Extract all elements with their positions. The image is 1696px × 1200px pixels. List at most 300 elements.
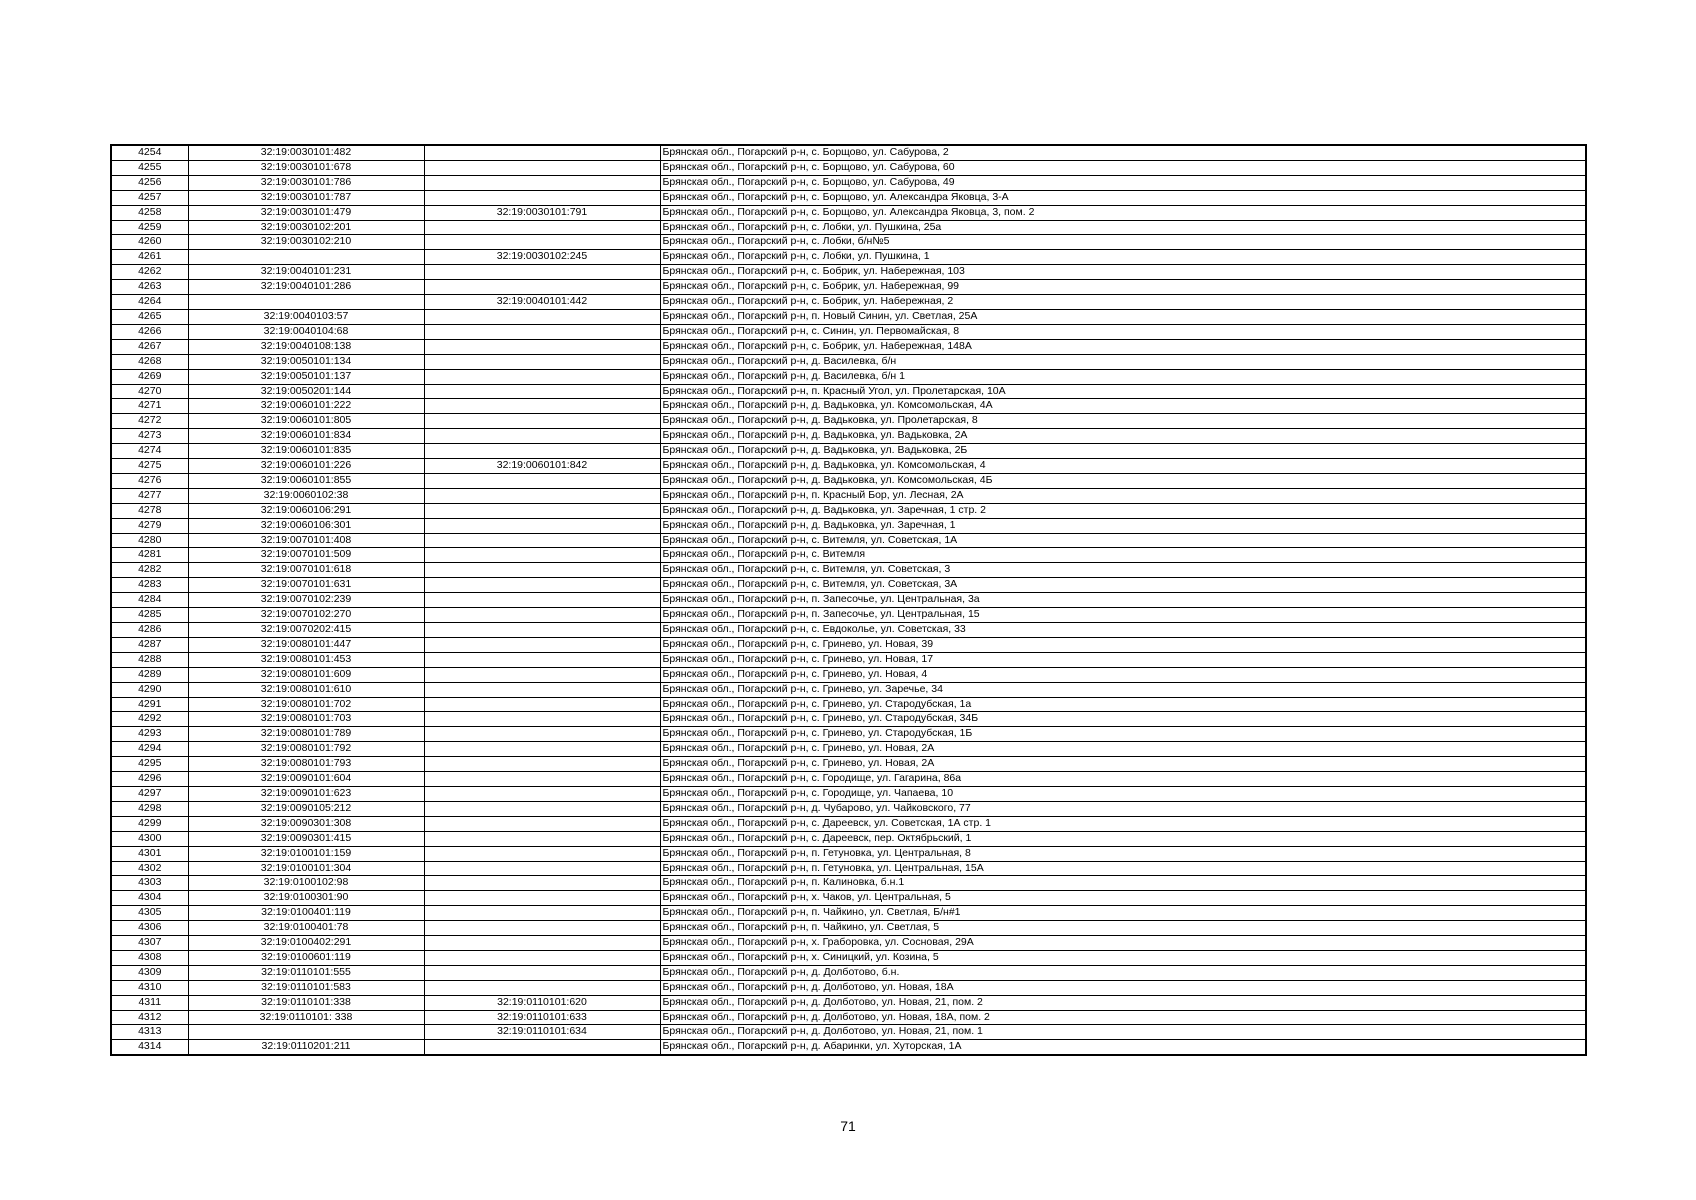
address-cell: Брянская обл., Погарский р-н, с. Дареевск, пер. Октябрьский, 1	[660, 831, 1586, 846]
table-row	[111, 816, 1586, 831]
cadastral-number-cell: 32:19:0080101:610	[188, 682, 424, 697]
row-number-cell: 4311	[111, 995, 188, 1010]
row-number-cell: 4286	[111, 623, 188, 638]
cadastral-number-cell: 32:19:0110201:211	[188, 1040, 424, 1055]
related-cadastral-number-cell	[424, 578, 660, 593]
address-cell: Брянская обл., Погарский р-н, с. Борщово, ул. Александра Яковца, 3-А	[660, 190, 1586, 205]
address-cell: Брянская обл., Погарский р-н, с. Борщово, ул. Сабурова, 60	[660, 160, 1586, 175]
cadastral-number-cell: 32:19:0100401:78	[188, 921, 424, 936]
address-cell: Брянская обл., Погарский р-н, с. Гринево, ул. Заречье, 34	[660, 682, 1586, 697]
row-number-cell: 4262	[111, 265, 188, 280]
address-cell: Брянская обл., Погарский р-н, с. Гринево, ул. Новая, 4	[660, 667, 1586, 682]
table-row	[111, 145, 1586, 160]
row-number-cell: 4303	[111, 876, 188, 891]
row-number-cell: 4268	[111, 354, 188, 369]
cadastral-number-cell: 32:19:0030101:787	[188, 190, 424, 205]
cadastral-number-cell: 32:19:0060101:835	[188, 444, 424, 459]
address-cell: Брянская обл., Погарский р-н, с. Витемля	[660, 548, 1586, 563]
page-number: 71	[840, 1118, 856, 1134]
table-row	[111, 488, 1586, 503]
cadastral-number-cell: 32:19:0080101:447	[188, 637, 424, 652]
address-cell: Брянская обл., Погарский р-н, с. Борщово, ул. Александра Яковца, 3, пом. 2	[660, 205, 1586, 220]
cadastral-number-cell: 32:19:0080101:609	[188, 667, 424, 682]
row-number-cell: 4314	[111, 1040, 188, 1055]
related-cadastral-number-cell	[424, 965, 660, 980]
related-cadastral-number-cell: 32:19:0060101:842	[424, 459, 660, 474]
cadastral-number-cell: 32:19:0090105:212	[188, 801, 424, 816]
cadastral-number-cell: 32:19:0030102:210	[188, 235, 424, 250]
cadastral-number-cell: 32:19:0030101:479	[188, 205, 424, 220]
related-cadastral-number-cell	[424, 757, 660, 772]
related-cadastral-number-cell	[424, 876, 660, 891]
table-row	[111, 876, 1586, 891]
table-row	[111, 563, 1586, 578]
table-row	[111, 533, 1586, 548]
address-cell: Брянская обл., Погарский р-н, д. Вадьковка, ул. Заречная, 1 стр. 2	[660, 503, 1586, 518]
cadastral-number-cell: 32:19:0070101:618	[188, 563, 424, 578]
row-number-cell: 4290	[111, 682, 188, 697]
table-row	[111, 518, 1586, 533]
table-row	[111, 578, 1586, 593]
related-cadastral-number-cell	[424, 444, 660, 459]
cadastral-number-cell: 32:19:0070101:631	[188, 578, 424, 593]
address-cell: Брянская обл., Погарский р-н, д. Долботово, ул. Новая, 18А, пом. 2	[660, 1010, 1586, 1025]
row-number-cell: 4278	[111, 503, 188, 518]
cadastral-number-cell: 32:19:0060102:38	[188, 488, 424, 503]
related-cadastral-number-cell	[424, 801, 660, 816]
address-cell: Брянская обл., Погарский р-н, д. Василевка, б/н	[660, 354, 1586, 369]
table-row	[111, 175, 1586, 190]
related-cadastral-number-cell	[424, 667, 660, 682]
row-number-cell: 4285	[111, 608, 188, 623]
table-row	[111, 220, 1586, 235]
row-number-cell: 4305	[111, 906, 188, 921]
row-number-cell: 4308	[111, 950, 188, 965]
row-number-cell: 4255	[111, 160, 188, 175]
cadastral-number-cell	[188, 1025, 424, 1040]
related-cadastral-number-cell	[424, 786, 660, 801]
table-row	[111, 786, 1586, 801]
row-number-cell: 4287	[111, 637, 188, 652]
table-body	[111, 145, 1586, 1055]
cadastral-number-cell: 32:19:0070101:509	[188, 548, 424, 563]
table-row	[111, 459, 1586, 474]
row-number-cell: 4298	[111, 801, 188, 816]
cadastral-number-cell: 32:19:0080101:703	[188, 712, 424, 727]
cadastral-number-cell: 32:19:0060101:226	[188, 459, 424, 474]
related-cadastral-number-cell	[424, 772, 660, 787]
cadastral-number-cell: 32:19:0030101:786	[188, 175, 424, 190]
table-row	[111, 697, 1586, 712]
address-cell: Брянская обл., Погарский р-н, с. Борщово, ул. Сабурова, 49	[660, 175, 1586, 190]
cadastral-number-cell: 32:19:0070102:270	[188, 608, 424, 623]
address-cell: Брянская обл., Погарский р-н, с. Лобки, ул. Пушкина, 1	[660, 250, 1586, 265]
row-number-cell: 4261	[111, 250, 188, 265]
table-row	[111, 235, 1586, 250]
table-row	[111, 995, 1586, 1010]
row-number-cell: 4300	[111, 831, 188, 846]
table-row	[111, 801, 1586, 816]
row-number-cell: 4272	[111, 414, 188, 429]
table-row	[111, 652, 1586, 667]
table-row	[111, 265, 1586, 280]
row-number-cell: 4284	[111, 593, 188, 608]
table-row	[111, 623, 1586, 638]
address-cell: Брянская обл., Погарский р-н, с. Лобки, б/н№5	[660, 235, 1586, 250]
address-cell: Брянская обл., Погарский р-н, х. Граборовка, ул. Сосновая, 29А	[660, 936, 1586, 951]
cadastral-number-cell: 32:19:0030101:678	[188, 160, 424, 175]
related-cadastral-number-cell	[424, 623, 660, 638]
cadastral-number-cell: 32:19:0100101:159	[188, 846, 424, 861]
table-row	[111, 608, 1586, 623]
row-number-cell: 4299	[111, 816, 188, 831]
address-cell: Брянская обл., Погарский р-н, д. Вадьковка, ул. Заречная, 1	[660, 518, 1586, 533]
cadastral-number-cell: 32:19:0040108:138	[188, 339, 424, 354]
address-cell: Брянская обл., Погарский р-н, д. Чубарово, ул. Чайковского, 77	[660, 801, 1586, 816]
row-number-cell: 4310	[111, 980, 188, 995]
row-number-cell: 4265	[111, 309, 188, 324]
address-cell: Брянская обл., Погарский р-н, п. Красный Бор, ул. Лесная, 2А	[660, 488, 1586, 503]
cadastral-number-cell: 32:19:0100601:119	[188, 950, 424, 965]
address-cell: Брянская обл., Погарский р-н, с. Гринево, ул. Стародубская, 1а	[660, 697, 1586, 712]
related-cadastral-number-cell	[424, 593, 660, 608]
cadastral-number-cell: 32:19:0100101:304	[188, 861, 424, 876]
table-row	[111, 936, 1586, 951]
table-row	[111, 727, 1586, 742]
cadastral-number-cell: 32:19:0100301:90	[188, 891, 424, 906]
table-row	[111, 980, 1586, 995]
address-cell: Брянская обл., Погарский р-н, х. Синицкий, ул. Козина, 5	[660, 950, 1586, 965]
related-cadastral-number-cell	[424, 145, 660, 160]
related-cadastral-number-cell	[424, 742, 660, 757]
row-number-cell: 4273	[111, 429, 188, 444]
cadastral-number-cell: 32:19:0100102:98	[188, 876, 424, 891]
related-cadastral-number-cell	[424, 906, 660, 921]
address-cell: Брянская обл., Погарский р-н, п. Новый Синин, ул. Светлая, 25А	[660, 309, 1586, 324]
address-cell: Брянская обл., Погарский р-н, с. Гринево, ул. Стародубская, 34Б	[660, 712, 1586, 727]
related-cadastral-number-cell	[424, 712, 660, 727]
cadastral-number-cell: 32:19:0050101:137	[188, 369, 424, 384]
cadastral-number-cell: 32:19:0060106:301	[188, 518, 424, 533]
table-row	[111, 637, 1586, 652]
related-cadastral-number-cell	[424, 235, 660, 250]
address-cell: Брянская обл., Погарский р-н, д. Долботово, ул. Новая, 21, пом. 2	[660, 995, 1586, 1010]
table-row	[111, 503, 1586, 518]
cadastral-number-cell: 32:19:0110101:338	[188, 995, 424, 1010]
related-cadastral-number-cell	[424, 309, 660, 324]
address-cell: Брянская обл., Погарский р-н, с. Гринево, ул. Новая, 2А	[660, 757, 1586, 772]
table-row	[111, 280, 1586, 295]
related-cadastral-number-cell	[424, 548, 660, 563]
address-cell: Брянская обл., Погарский р-н, с. Витемля, ул. Советская, 3	[660, 563, 1586, 578]
row-number-cell: 4260	[111, 235, 188, 250]
related-cadastral-number-cell	[424, 608, 660, 623]
related-cadastral-number-cell	[424, 980, 660, 995]
related-cadastral-number-cell	[424, 1040, 660, 1055]
row-number-cell: 4281	[111, 548, 188, 563]
row-number-cell: 4297	[111, 786, 188, 801]
cadastral-number-cell: 32:19:0070101:408	[188, 533, 424, 548]
row-number-cell: 4292	[111, 712, 188, 727]
address-cell: Брянская обл., Погарский р-н, д. Долботово, б.н.	[660, 965, 1586, 980]
table-row	[111, 831, 1586, 846]
address-cell: Брянская обл., Погарский р-н, с. Дареевск, ул. Советская, 1А стр. 1	[660, 816, 1586, 831]
cadastral-number-cell: 32:19:0110101: 338	[188, 1010, 424, 1025]
address-cell: Брянская обл., Погарский р-н, с. Бобрик, ул. Набережная, 148А	[660, 339, 1586, 354]
row-number-cell: 4266	[111, 324, 188, 339]
table-row	[111, 309, 1586, 324]
table-row	[111, 160, 1586, 175]
row-number-cell: 4306	[111, 921, 188, 936]
table-row	[111, 369, 1586, 384]
row-number-cell: 4270	[111, 384, 188, 399]
address-cell: Брянская обл., Погарский р-н, д. Вадьковка, ул. Вадьковка, 2Б	[660, 444, 1586, 459]
row-number-cell: 4276	[111, 473, 188, 488]
related-cadastral-number-cell	[424, 936, 660, 951]
row-number-cell: 4296	[111, 772, 188, 787]
related-cadastral-number-cell	[424, 473, 660, 488]
related-cadastral-number-cell	[424, 324, 660, 339]
address-cell: Брянская обл., Погарский р-н, д. Вадьковка, ул. Пролетарская, 8	[660, 414, 1586, 429]
table-row	[111, 906, 1586, 921]
related-cadastral-number-cell	[424, 503, 660, 518]
address-cell: Брянская обл., Погарский р-н, д. Абаринки, ул. Хуторская, 1А	[660, 1040, 1586, 1055]
address-cell: Брянская обл., Погарский р-н, д. Вадьковка, ул. Вадьковка, 2А	[660, 429, 1586, 444]
address-cell: Брянская обл., Погарский р-н, п. Чайкино, ул. Светлая, Б/н#1	[660, 906, 1586, 921]
related-cadastral-number-cell	[424, 220, 660, 235]
row-number-cell: 4282	[111, 563, 188, 578]
cadastral-number-cell: 32:19:0050201:144	[188, 384, 424, 399]
table-row	[111, 846, 1586, 861]
related-cadastral-number-cell	[424, 846, 660, 861]
related-cadastral-number-cell	[424, 414, 660, 429]
cadastral-number-cell: 32:19:0060101:805	[188, 414, 424, 429]
row-number-cell: 4313	[111, 1025, 188, 1040]
row-number-cell: 4280	[111, 533, 188, 548]
table-row	[111, 250, 1586, 265]
row-number-cell: 4269	[111, 369, 188, 384]
related-cadastral-number-cell	[424, 265, 660, 280]
related-cadastral-number-cell	[424, 190, 660, 205]
related-cadastral-number-cell	[424, 921, 660, 936]
row-number-cell: 4304	[111, 891, 188, 906]
address-cell: Брянская обл., Погарский р-н, с. Синин, ул. Первомайская, 8	[660, 324, 1586, 339]
row-number-cell: 4263	[111, 280, 188, 295]
address-cell: Брянская обл., Погарский р-н, с. Бобрик, ул. Набережная, 2	[660, 295, 1586, 310]
table-row	[111, 772, 1586, 787]
related-cadastral-number-cell	[424, 384, 660, 399]
related-cadastral-number-cell	[424, 637, 660, 652]
address-cell: Брянская обл., Погарский р-н, д. Долботово, ул. Новая, 18А	[660, 980, 1586, 995]
table-row	[111, 682, 1586, 697]
table-row	[111, 742, 1586, 757]
cadastral-number-cell: 32:19:0060101:855	[188, 473, 424, 488]
address-cell: Брянская обл., Погарский р-н, с. Борщово, ул. Сабурова, 2	[660, 145, 1586, 160]
related-cadastral-number-cell	[424, 831, 660, 846]
row-number-cell: 4258	[111, 205, 188, 220]
row-number-cell: 4307	[111, 936, 188, 951]
cadastral-number-cell: 32:19:0040104:68	[188, 324, 424, 339]
table-row	[111, 1040, 1586, 1055]
address-cell: Брянская обл., Погарский р-н, п. Чайкино, ул. Светлая, 5	[660, 921, 1586, 936]
related-cadastral-number-cell	[424, 280, 660, 295]
related-cadastral-number-cell	[424, 950, 660, 965]
cadastral-number-cell: 32:19:0060101:834	[188, 429, 424, 444]
table-row	[111, 757, 1586, 772]
related-cadastral-number-cell	[424, 563, 660, 578]
address-cell: Брянская обл., Погарский р-н, с. Гринево, ул. Стародубская, 1Б	[660, 727, 1586, 742]
table-row	[111, 921, 1586, 936]
row-number-cell: 4302	[111, 861, 188, 876]
cadastral-number-cell: 32:19:0030101:482	[188, 145, 424, 160]
related-cadastral-number-cell: 32:19:0110101:634	[424, 1025, 660, 1040]
cadastral-number-cell: 32:19:0030102:201	[188, 220, 424, 235]
cadastral-number-cell: 32:19:0080101:453	[188, 652, 424, 667]
address-cell: Брянская обл., Погарский р-н, п. Калиновка, б.н.1	[660, 876, 1586, 891]
cadastral-number-cell: 32:19:0100401:119	[188, 906, 424, 921]
address-cell: Брянская обл., Погарский р-н, д. Василевка, б/н 1	[660, 369, 1586, 384]
table-row	[111, 1010, 1586, 1025]
cadastral-number-cell	[188, 250, 424, 265]
cadastral-number-cell: 32:19:0040101:286	[188, 280, 424, 295]
table-row	[111, 384, 1586, 399]
cadastral-number-cell: 32:19:0080101:702	[188, 697, 424, 712]
cadastral-number-cell: 32:19:0090301:308	[188, 816, 424, 831]
address-cell: Брянская обл., Погарский р-н, д. Вадьковка, ул. Комсомольская, 4	[660, 459, 1586, 474]
cadastral-number-cell: 32:19:0060106:291	[188, 503, 424, 518]
address-cell: Брянская обл., Погарский р-н, с. Лобки, ул. Пушкина, 25а	[660, 220, 1586, 235]
related-cadastral-number-cell: 32:19:0030102:245	[424, 250, 660, 265]
table-row	[111, 444, 1586, 459]
cadastral-number-cell: 32:19:0040101:231	[188, 265, 424, 280]
cadastral-number-cell: 32:19:0100402:291	[188, 936, 424, 951]
related-cadastral-number-cell	[424, 354, 660, 369]
cadastral-number-cell	[188, 295, 424, 310]
address-cell: Брянская обл., Погарский р-н, с. Витемля, ул. Советская, 3А	[660, 578, 1586, 593]
table-row	[111, 593, 1586, 608]
address-cell: Брянская обл., Погарский р-н, х. Чаков, ул. Центральная, 5	[660, 891, 1586, 906]
row-number-cell: 4291	[111, 697, 188, 712]
related-cadastral-number-cell	[424, 518, 660, 533]
table-row	[111, 205, 1586, 220]
row-number-cell: 4267	[111, 339, 188, 354]
address-cell: Брянская обл., Погарский р-н, с. Бобрик, ул. Набережная, 99	[660, 280, 1586, 295]
property-table	[110, 144, 1587, 1056]
table-row	[111, 339, 1586, 354]
table-row	[111, 667, 1586, 682]
row-number-cell: 4301	[111, 846, 188, 861]
table-row	[111, 548, 1586, 563]
row-number-cell: 4293	[111, 727, 188, 742]
address-cell: Брянская обл., Погарский р-н, п. Красный Угол, ул. Пролетарская, 10А	[660, 384, 1586, 399]
table-row	[111, 399, 1586, 414]
address-cell: Брянская обл., Погарский р-н, с. Бобрик, ул. Набережная, 103	[660, 265, 1586, 280]
row-number-cell: 4254	[111, 145, 188, 160]
table-row	[111, 861, 1586, 876]
row-number-cell: 4294	[111, 742, 188, 757]
table-row	[111, 429, 1586, 444]
row-number-cell: 4289	[111, 667, 188, 682]
cadastral-number-cell: 32:19:0070102:239	[188, 593, 424, 608]
related-cadastral-number-cell	[424, 861, 660, 876]
row-number-cell: 4283	[111, 578, 188, 593]
cadastral-number-cell: 32:19:0090301:415	[188, 831, 424, 846]
address-cell: Брянская обл., Погарский р-н, с. Витемля, ул. Советская, 1А	[660, 533, 1586, 548]
row-number-cell: 4312	[111, 1010, 188, 1025]
cadastral-number-cell: 32:19:0040103:57	[188, 309, 424, 324]
related-cadastral-number-cell: 32:19:0030101:791	[424, 205, 660, 220]
cadastral-number-cell: 32:19:0090101:604	[188, 772, 424, 787]
address-cell: Брянская обл., Погарский р-н, с. Гринево, ул. Новая, 2А	[660, 742, 1586, 757]
address-cell: Брянская обл., Погарский р-н, с. Городище, ул. Гагарина, 86а	[660, 772, 1586, 787]
table-row	[111, 473, 1586, 488]
cadastral-number-cell: 32:19:0080101:792	[188, 742, 424, 757]
related-cadastral-number-cell	[424, 682, 660, 697]
row-number-cell: 4274	[111, 444, 188, 459]
address-cell: Брянская обл., Погарский р-н, с. Городище, ул. Чапаева, 10	[660, 786, 1586, 801]
related-cadastral-number-cell	[424, 160, 660, 175]
cadastral-number-cell: 32:19:0110101:583	[188, 980, 424, 995]
row-number-cell: 4264	[111, 295, 188, 310]
table-row	[111, 414, 1586, 429]
related-cadastral-number-cell	[424, 339, 660, 354]
related-cadastral-number-cell: 32:19:0110101:620	[424, 995, 660, 1010]
address-cell: Брянская обл., Погарский р-н, п. Гетуновка, ул. Центральная, 8	[660, 846, 1586, 861]
address-cell: Брянская обл., Погарский р-н, с. Гринево, ул. Новая, 17	[660, 652, 1586, 667]
address-cell: Брянская обл., Погарский р-н, с. Евдоколье, ул. Советская, 33	[660, 623, 1586, 638]
cadastral-number-cell: 32:19:0080101:789	[188, 727, 424, 742]
cadastral-number-cell: 32:19:0060101:222	[188, 399, 424, 414]
table-row	[111, 712, 1586, 727]
cadastral-number-cell: 32:19:0080101:793	[188, 757, 424, 772]
row-number-cell: 4257	[111, 190, 188, 205]
table-row	[111, 950, 1586, 965]
related-cadastral-number-cell	[424, 175, 660, 190]
cadastral-number-cell: 32:19:0110101:555	[188, 965, 424, 980]
cadastral-number-cell: 32:19:0050101:134	[188, 354, 424, 369]
related-cadastral-number-cell	[424, 697, 660, 712]
address-cell: Брянская обл., Погарский р-н, п. Запесочье, ул. Центральная, 3а	[660, 593, 1586, 608]
row-number-cell: 4279	[111, 518, 188, 533]
row-number-cell: 4275	[111, 459, 188, 474]
related-cadastral-number-cell: 32:19:0110101:633	[424, 1010, 660, 1025]
address-cell: Брянская обл., Погарский р-н, д. Долботово, ул. Новая, 21, пом. 1	[660, 1025, 1586, 1040]
address-cell: Брянская обл., Погарский р-н, п. Гетуновка, ул. Центральная, 15А	[660, 861, 1586, 876]
cadastral-number-cell: 32:19:0070202:415	[188, 623, 424, 638]
address-cell: Брянская обл., Погарский р-н, п. Запесочье, ул. Центральная, 15	[660, 608, 1586, 623]
row-number-cell: 4277	[111, 488, 188, 503]
address-cell: Брянская обл., Погарский р-н, д. Вадьковка, ул. Комсомольская, 4А	[660, 399, 1586, 414]
related-cadastral-number-cell	[424, 533, 660, 548]
table-row	[111, 324, 1586, 339]
table-row	[111, 190, 1586, 205]
row-number-cell: 4288	[111, 652, 188, 667]
cadastral-number-cell: 32:19:0090101:623	[188, 786, 424, 801]
related-cadastral-number-cell	[424, 816, 660, 831]
related-cadastral-number-cell	[424, 488, 660, 503]
related-cadastral-number-cell	[424, 399, 660, 414]
related-cadastral-number-cell: 32:19:0040101:442	[424, 295, 660, 310]
row-number-cell: 4256	[111, 175, 188, 190]
related-cadastral-number-cell	[424, 891, 660, 906]
address-cell: Брянская обл., Погарский р-н, с. Гринево, ул. Новая, 39	[660, 637, 1586, 652]
related-cadastral-number-cell	[424, 727, 660, 742]
table-row	[111, 965, 1586, 980]
table-row	[111, 1025, 1586, 1040]
table-row	[111, 354, 1586, 369]
related-cadastral-number-cell	[424, 429, 660, 444]
table-row	[111, 295, 1586, 310]
